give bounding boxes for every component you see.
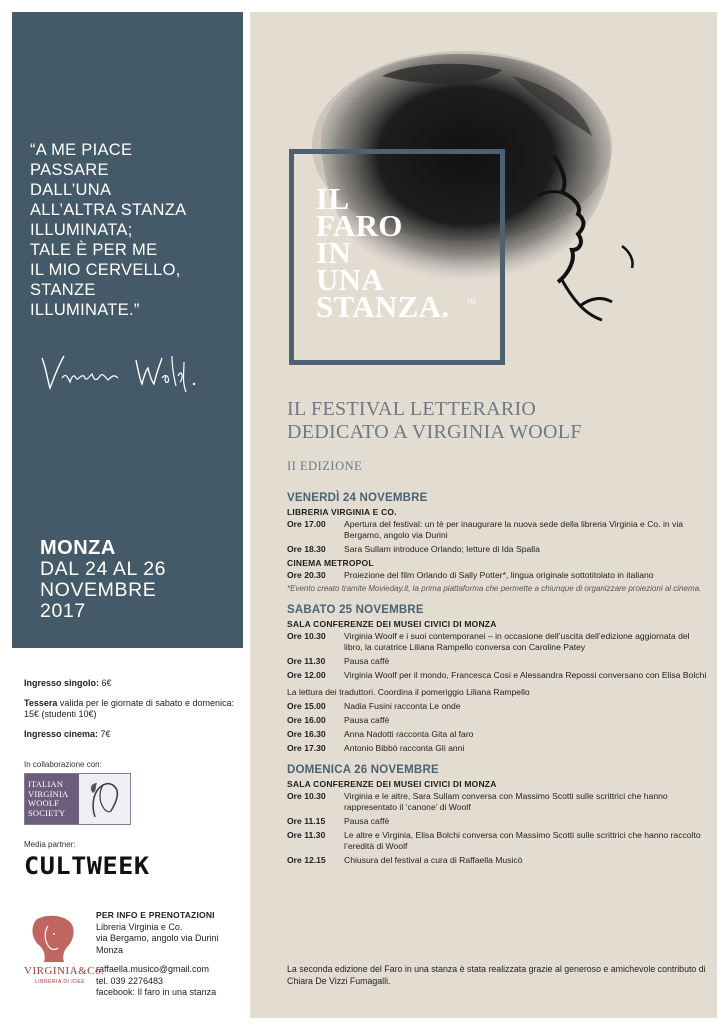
day-heading: DOMENICA 26 NOVEMBRE — [287, 764, 439, 776]
contact-line: Libreria Virginia e Co. — [96, 921, 183, 932]
venue-label: CINEMA METROPOL — [287, 558, 374, 568]
city-label: MONZA — [40, 537, 116, 559]
collaboration-label: In collaborazione con: — [24, 760, 102, 769]
contact-title: PER INFO E PRENOTAZIONI — [96, 910, 215, 920]
edition-label: II EDIZIONE — [287, 459, 363, 473]
program-schedule — [287, 492, 707, 869]
festival-dates: DAL 24 AL 26 NOVEMBRE 2017 — [40, 558, 167, 622]
event-row: Ore 18.30 Sara Sullam introduce Orlando; letture di Ida Spalla — [287, 544, 540, 554]
bookshop-tagline: LIBRERIA DI IDEE — [35, 979, 85, 985]
event-row: Ore 20.30 Proiezione del film Orlando di Sally Potter*, lingua originale sottotitolato in italiano — [287, 570, 654, 580]
ivws-logo-text: ITALIAN VIRGINIA WOOLF SOCIETY — [25, 774, 79, 824]
afternoon-intro: La lettura dei traduttori. Coordina il pomeriggio Liliana Rampello — [287, 687, 530, 697]
venue-label: LIBRERIA VIRGINIA E CO. — [287, 507, 397, 517]
event-footnote: *Evento creato tramite Movieday.it, la prima piattaforma che permette a chiunque di organizzare proiezioni al cinema. — [287, 584, 702, 593]
event-row: Ore 11.30 Pausa caffè — [287, 656, 390, 666]
contact-info — [96, 910, 246, 999]
event-row: Ore 15.00 Nadia Fusini racconta Le onde — [287, 701, 461, 711]
signature-image — [38, 348, 198, 401]
closing-credits: La seconda edizione del Faro in una stanza è stata realizzata grazie al generoso e amichevole contributo di Chiara De Vizzi Fumagalli. — [287, 964, 706, 986]
woolf-portrait-icon — [79, 774, 130, 824]
event-row: Ore 17.00 Apertura del festival: un tè per inaugurare la nuova sede della libreria Virginia e Co. in via Bergamo, angolo via Durini — [287, 519, 684, 540]
event-row: Ore 11.30 Le altre e Virginia, Elisa Bolchi conversa con Massimo Scotti sulle scrittrici che hanno raccolto l’eredità di Woolf — [287, 830, 701, 851]
contact-line: Monza — [96, 944, 124, 955]
event-row: Ore 12.15 Chiusura del festival a cura di Raffaella Musicò — [287, 855, 523, 865]
cultweek-logo: CULTWEEK — [24, 852, 150, 880]
contact-facebook: facebook: Il faro in una stanza — [96, 987, 217, 997]
event-row: Ore 10.30 Virginia e le altre, Sara Sullam conversa con Massimo Scotti sulle scrittrici che hanno rappresentato il ‘canone’ di Woolf — [287, 791, 668, 812]
event-row: Ore 11.15 Pausa caffè — [287, 816, 390, 826]
contact-email[interactable]: raffaella.musico@gmail.com — [96, 964, 210, 974]
event-row: Ore 16.00 Pausa caffè — [287, 715, 390, 725]
trademark-mark: TM — [467, 300, 476, 306]
bookshop-logo — [22, 912, 92, 972]
day-heading: VENERDÌ 24 NOVEMBRE — [287, 492, 428, 504]
contact-line: via Bergamo, angolo via Durini — [96, 933, 219, 943]
bookshop-name: VIRGINIA&Co. — [24, 965, 105, 977]
contact-phone: tel. 039 2276483 — [96, 975, 164, 986]
ticket-prices: Ingresso singolo: 6€ Tessera valida per le giornate di sabato e domenica: 15€ (studenti 10€) Ingresso cinema: 7€ — [24, 678, 234, 739]
event-row: Ore 16.30 Anna Nadotti racconta Gita al faro — [287, 729, 474, 739]
event-row: Ore 12.00 Virginia Woolf per il mondo, Francesca Cosi e Alessandra Repossi conversano con Elisa Bolchi — [287, 670, 707, 680]
day-heading: SABATO 25 NOVEMBRE — [287, 604, 424, 616]
venue-label: SALA CONFERENZE DEI MUSEI CIVICI DI MONZA — [287, 779, 497, 789]
media-partner-label: Media partner: — [24, 840, 76, 849]
woolf-quote: “A ME PIACE PASSARE DALL’UNA ALL’ALTRA STANZA ILLUMINATA; TALE È PER ME IL MIO CERVELLO, STANZE ILLUMINATE.” — [30, 141, 187, 319]
festival-logo-title: IL FARO IN UNA STANZA. — [316, 181, 450, 324]
venue-label: SALA CONFERENZE DEI MUSEI CIVICI DI MONZA — [287, 619, 497, 629]
event-row: Ore 10.30 Virginia Woolf e i suoi contemporanei – in occasione dell’uscita dell’edizione aggiornata del libro, la curatrice Liliana Rampello conversa con Caroline Patey — [287, 631, 690, 652]
ivws-logo — [24, 773, 131, 825]
event-row: Ore 17.30 Antonio Bibbò racconta Gli anni — [287, 743, 465, 753]
festival-headline: IL FESTIVAL LETTERARIO DEDICATO A VIRGINIA WOOLF — [287, 398, 582, 443]
